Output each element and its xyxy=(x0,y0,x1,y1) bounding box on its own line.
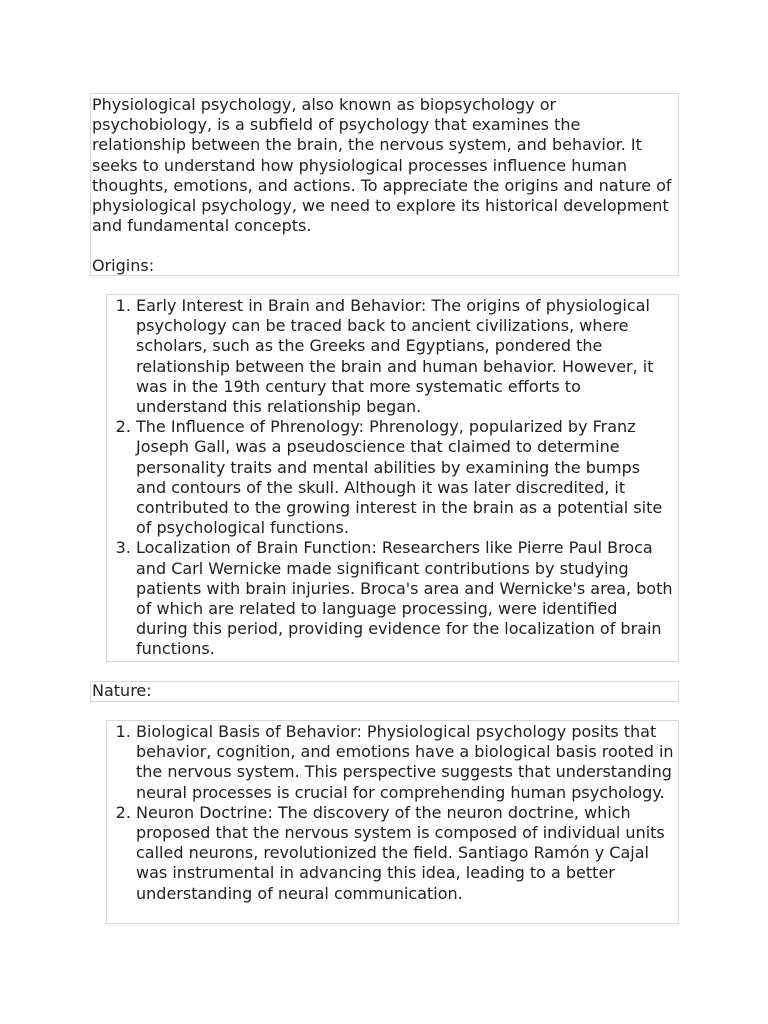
paragraph-spacer xyxy=(92,236,678,256)
intro-section xyxy=(90,93,679,276)
list-item: 2. The Influence of Phrenology: Phrenology, popularized by Franz Joseph Gall, was a pseudoscience that claimed to determine personality traits and mental abilities by examining the bumps and contours of the skull. Although it was later discredited, it contributed to the growing interest in the brain as a potential site of psychological functions. xyxy=(136,417,674,538)
nature-list xyxy=(107,722,674,904)
list-item: 1. Biological Basis of Behavior: Physiological psychology posits that behavior, cognition, and emotions have a biological basis rooted in the nervous system. This perspective suggests that understanding neural processes is crucial for comprehending human psychology. xyxy=(136,722,674,803)
origins-list-section xyxy=(106,294,679,662)
origins-list xyxy=(107,296,674,660)
list-item: 2. Neuron Doctrine: The discovery of the neuron doctrine, which proposed that the nervous system is composed of individual units called neurons, revolutionized the field. Santiago Ramón y Cajal was instrumental in advancing this idea, leading to a better understanding of neural communication. xyxy=(136,803,674,904)
list-item: 3. Localization of Brain Function: Researchers like Pierre Paul Broca and Carl Wernicke made significant contributions by studying patients with brain injuries. Broca's area and Wernicke's area, both of which are related to language processing, were identified during this period, providing evidence for the localization of brain functions. xyxy=(136,538,674,659)
nature-list-section xyxy=(106,720,679,924)
origins-heading: Origins: xyxy=(92,256,155,276)
intro-paragraph: Physiological psychology, also known as biopsychology or psychobiology, is a subfield of psychology that examines the relationship between the brain, the nervous system, and behavior. It seeks to understand how physiological processes influence human thoughts, emotions, and actions. To appreciate the origins and nature of physiological psychology, we need to explore its historical development and fundamental concepts. xyxy=(92,95,672,236)
list-item: 1. Early Interest in Brain and Behavior: The origins of physiological psychology can be traced back to ancient civilizations, where scholars, such as the Greeks and Egyptians, pondered the relationship between the brain and human behavior. However, it was in the 19th century that more systematic efforts to understand this relationship began. xyxy=(136,296,674,417)
nature-heading: Nature: xyxy=(90,681,679,702)
